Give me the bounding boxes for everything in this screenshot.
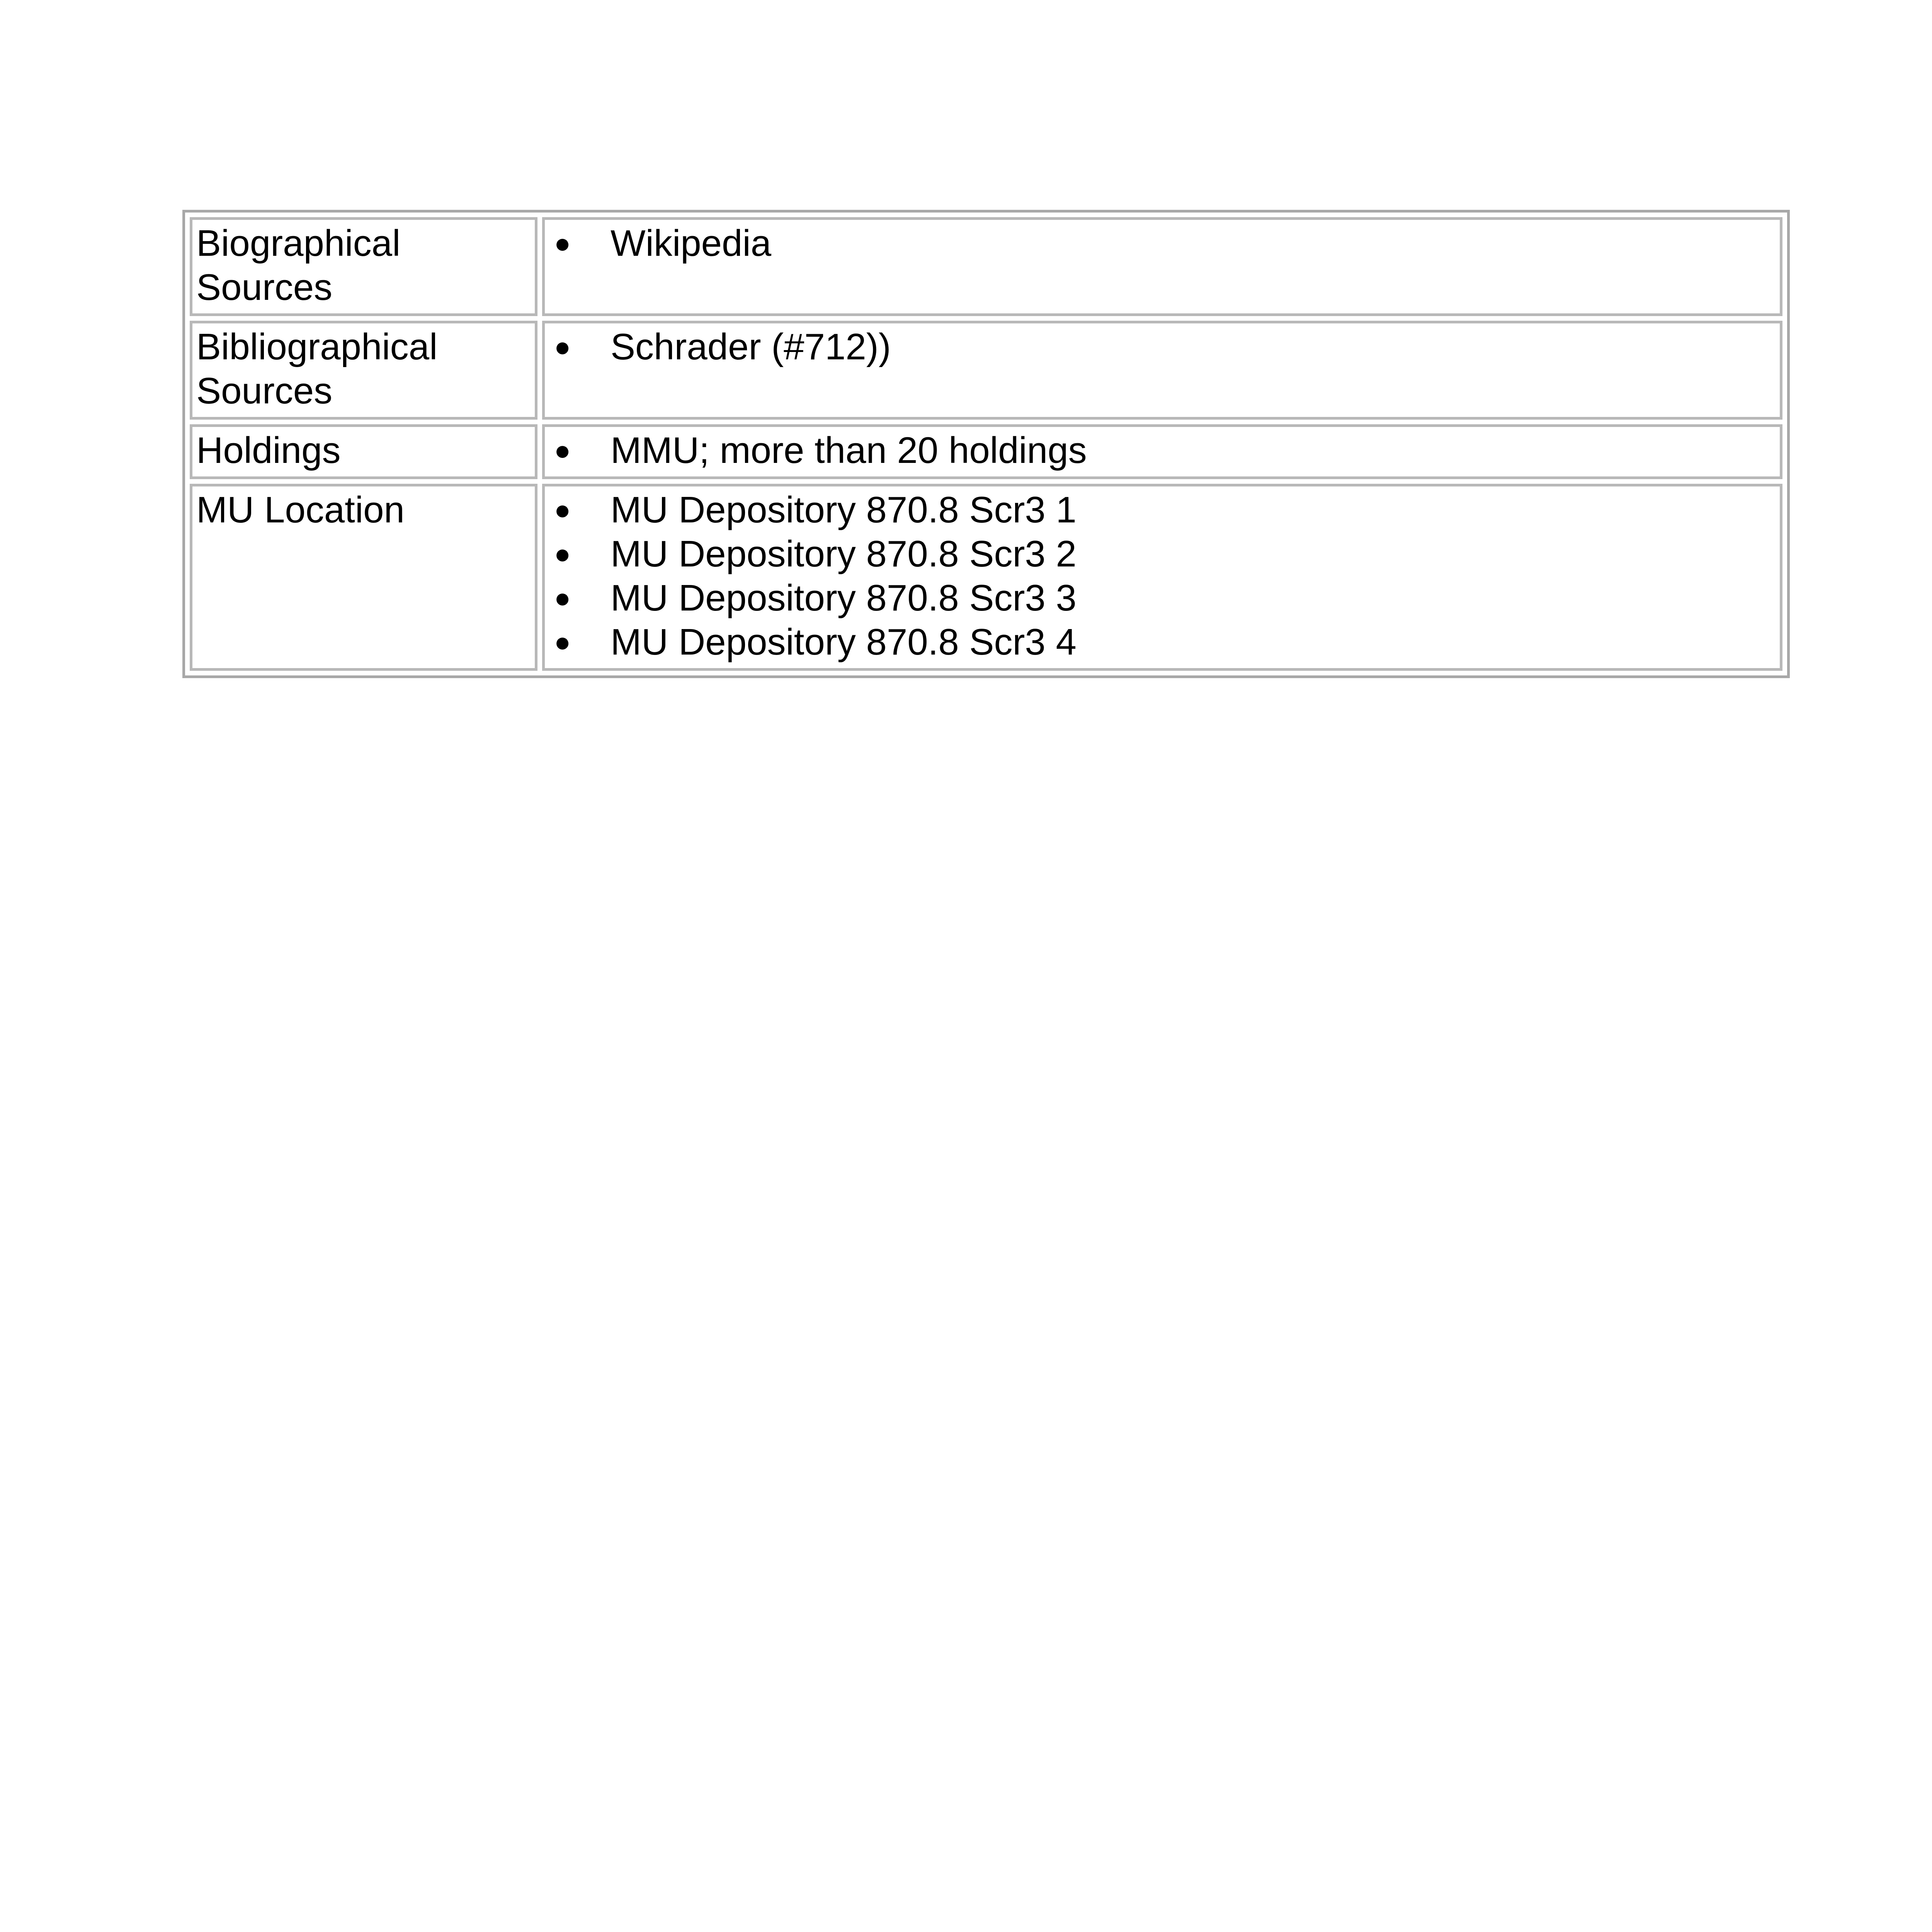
value-list xyxy=(549,429,1776,473)
list-item-text: MMU; more than 20 holdings xyxy=(611,430,1087,471)
table-row xyxy=(190,321,1782,420)
bullet-icon: ● xyxy=(554,627,571,658)
row-label-holdings: Holdings xyxy=(190,424,537,479)
row-values-holdings xyxy=(542,424,1782,479)
bullet-icon: ● xyxy=(554,228,571,259)
row-label-biographical-sources: Biographical Sources xyxy=(190,217,537,316)
bullet-icon: ● xyxy=(554,435,571,466)
value-list xyxy=(549,221,1776,265)
row-label-mu-location: MU Location xyxy=(190,484,537,671)
bullet-icon: ● xyxy=(554,495,571,526)
list-item-text: Wikipedia xyxy=(611,223,772,264)
value-list xyxy=(549,325,1776,369)
record-table xyxy=(182,210,1790,678)
list-item xyxy=(549,325,1776,369)
list-item xyxy=(549,429,1776,473)
list-item xyxy=(549,488,1776,532)
list-item xyxy=(549,532,1776,576)
table-row xyxy=(190,424,1782,479)
table-row xyxy=(190,484,1782,671)
row-values-mu-location xyxy=(542,484,1782,671)
list-item-text: Schrader (#712)) xyxy=(611,326,891,367)
row-values-bibliographical-sources xyxy=(542,321,1782,420)
table-row xyxy=(190,217,1782,316)
list-item xyxy=(549,221,1776,265)
list-item-text: MU Depository 870.8 Scr3 4 xyxy=(611,621,1077,663)
value-list xyxy=(549,488,1776,664)
list-item-text: MU Depository 870.8 Scr3 3 xyxy=(611,577,1077,619)
bullet-icon: ● xyxy=(554,332,571,362)
list-item-text: MU Depository 870.8 Scr3 1 xyxy=(611,489,1077,531)
row-label-bibliographical-sources: Bibliographical Sources xyxy=(190,321,537,420)
list-item xyxy=(549,576,1776,620)
list-item xyxy=(549,620,1776,664)
row-values-biographical-sources xyxy=(542,217,1782,316)
list-item-text: MU Depository 870.8 Scr3 2 xyxy=(611,533,1077,575)
bullet-icon: ● xyxy=(554,583,571,614)
bullet-icon: ● xyxy=(554,539,571,570)
